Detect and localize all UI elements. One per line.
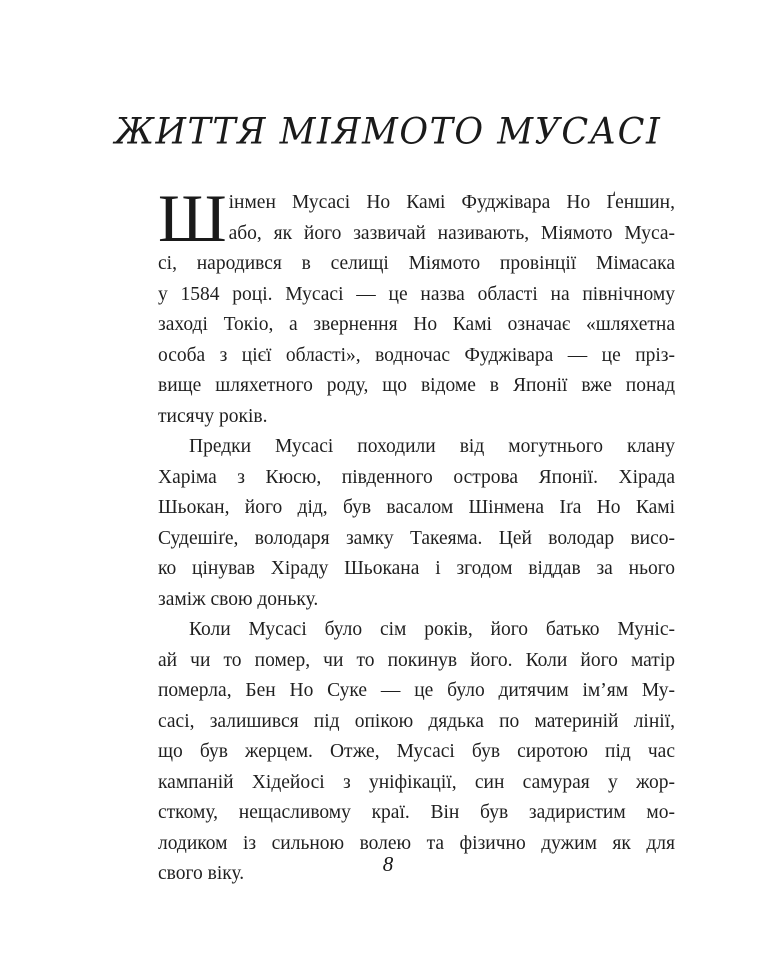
text-line: сі, народився в селищі Міямото провінції Мімасака <box>158 253 675 274</box>
text-line: ай чи то помер, чи то покинув його. Коли його матір <box>158 649 675 671</box>
text-line: померла, Бен Но Суке — це було дитячим ім’ям Му- <box>158 680 675 701</box>
text-line: сасі, залишився під опікою дядька по материній лінії, <box>158 710 675 732</box>
paragraph-2 <box>158 432 675 615</box>
page-number: 8 <box>382 852 394 876</box>
body-text <box>158 180 675 890</box>
text-line: у 1584 році. Мусасі — це назва області на північному <box>158 283 675 305</box>
text-line: тисячу років. <box>158 405 268 427</box>
paragraph-1 <box>158 180 675 432</box>
text-line: або, як його зазвичай називають, Міямото Муса- <box>228 222 675 244</box>
text-line: вище шляхетного роду, що відоме в Японії вже понад <box>158 375 675 396</box>
drop-cap: Ш <box>158 180 227 256</box>
text-line: кампаній Хідейосі з уніфікації, син самурая у жор- <box>158 771 675 793</box>
paragraph-3 <box>158 615 675 890</box>
text-line: Судешіґе, володаря замку Такеяма. Цей володар висо- <box>158 527 675 549</box>
text-line: заході Токіо, а звернення Но Камі означає «шляхетна <box>158 314 675 335</box>
text-line: Коли Мусасі було сім років, його батько Муніс- <box>189 619 675 640</box>
text-line: що був жерцем. Отже, Мусасі був сиротою під час <box>158 741 675 762</box>
text-line: Шьокан, його дід, був васалом Шінмена Іґа Но Камі <box>158 497 675 518</box>
text-line: лодиком із сильною волею та фізично дужим як для <box>158 832 675 854</box>
text-line: ко цінував Хіраду Шьокана і згодом віддав за нього <box>158 558 675 579</box>
text-line: Предки Мусасі походили від могутнього клану <box>189 436 675 457</box>
text-line: заміж свою доньку. <box>158 588 319 610</box>
text-line: інмен Мусасі Но Камі Фуджівара Но Ґеншин, <box>228 192 675 213</box>
text-line: сткому, нещасливому краї. Він був задиристим мо- <box>158 802 675 823</box>
text-line: особа з цієї області», водночас Фуджівара — це пріз- <box>158 344 675 366</box>
chapter-title: ЖИТТЯ МІЯМОТО МУСАСІ <box>114 111 662 153</box>
text-line: Харіма з Кюсю, південного острова Японії. Хірада <box>158 466 675 488</box>
text-line: свого віку. <box>158 863 245 884</box>
